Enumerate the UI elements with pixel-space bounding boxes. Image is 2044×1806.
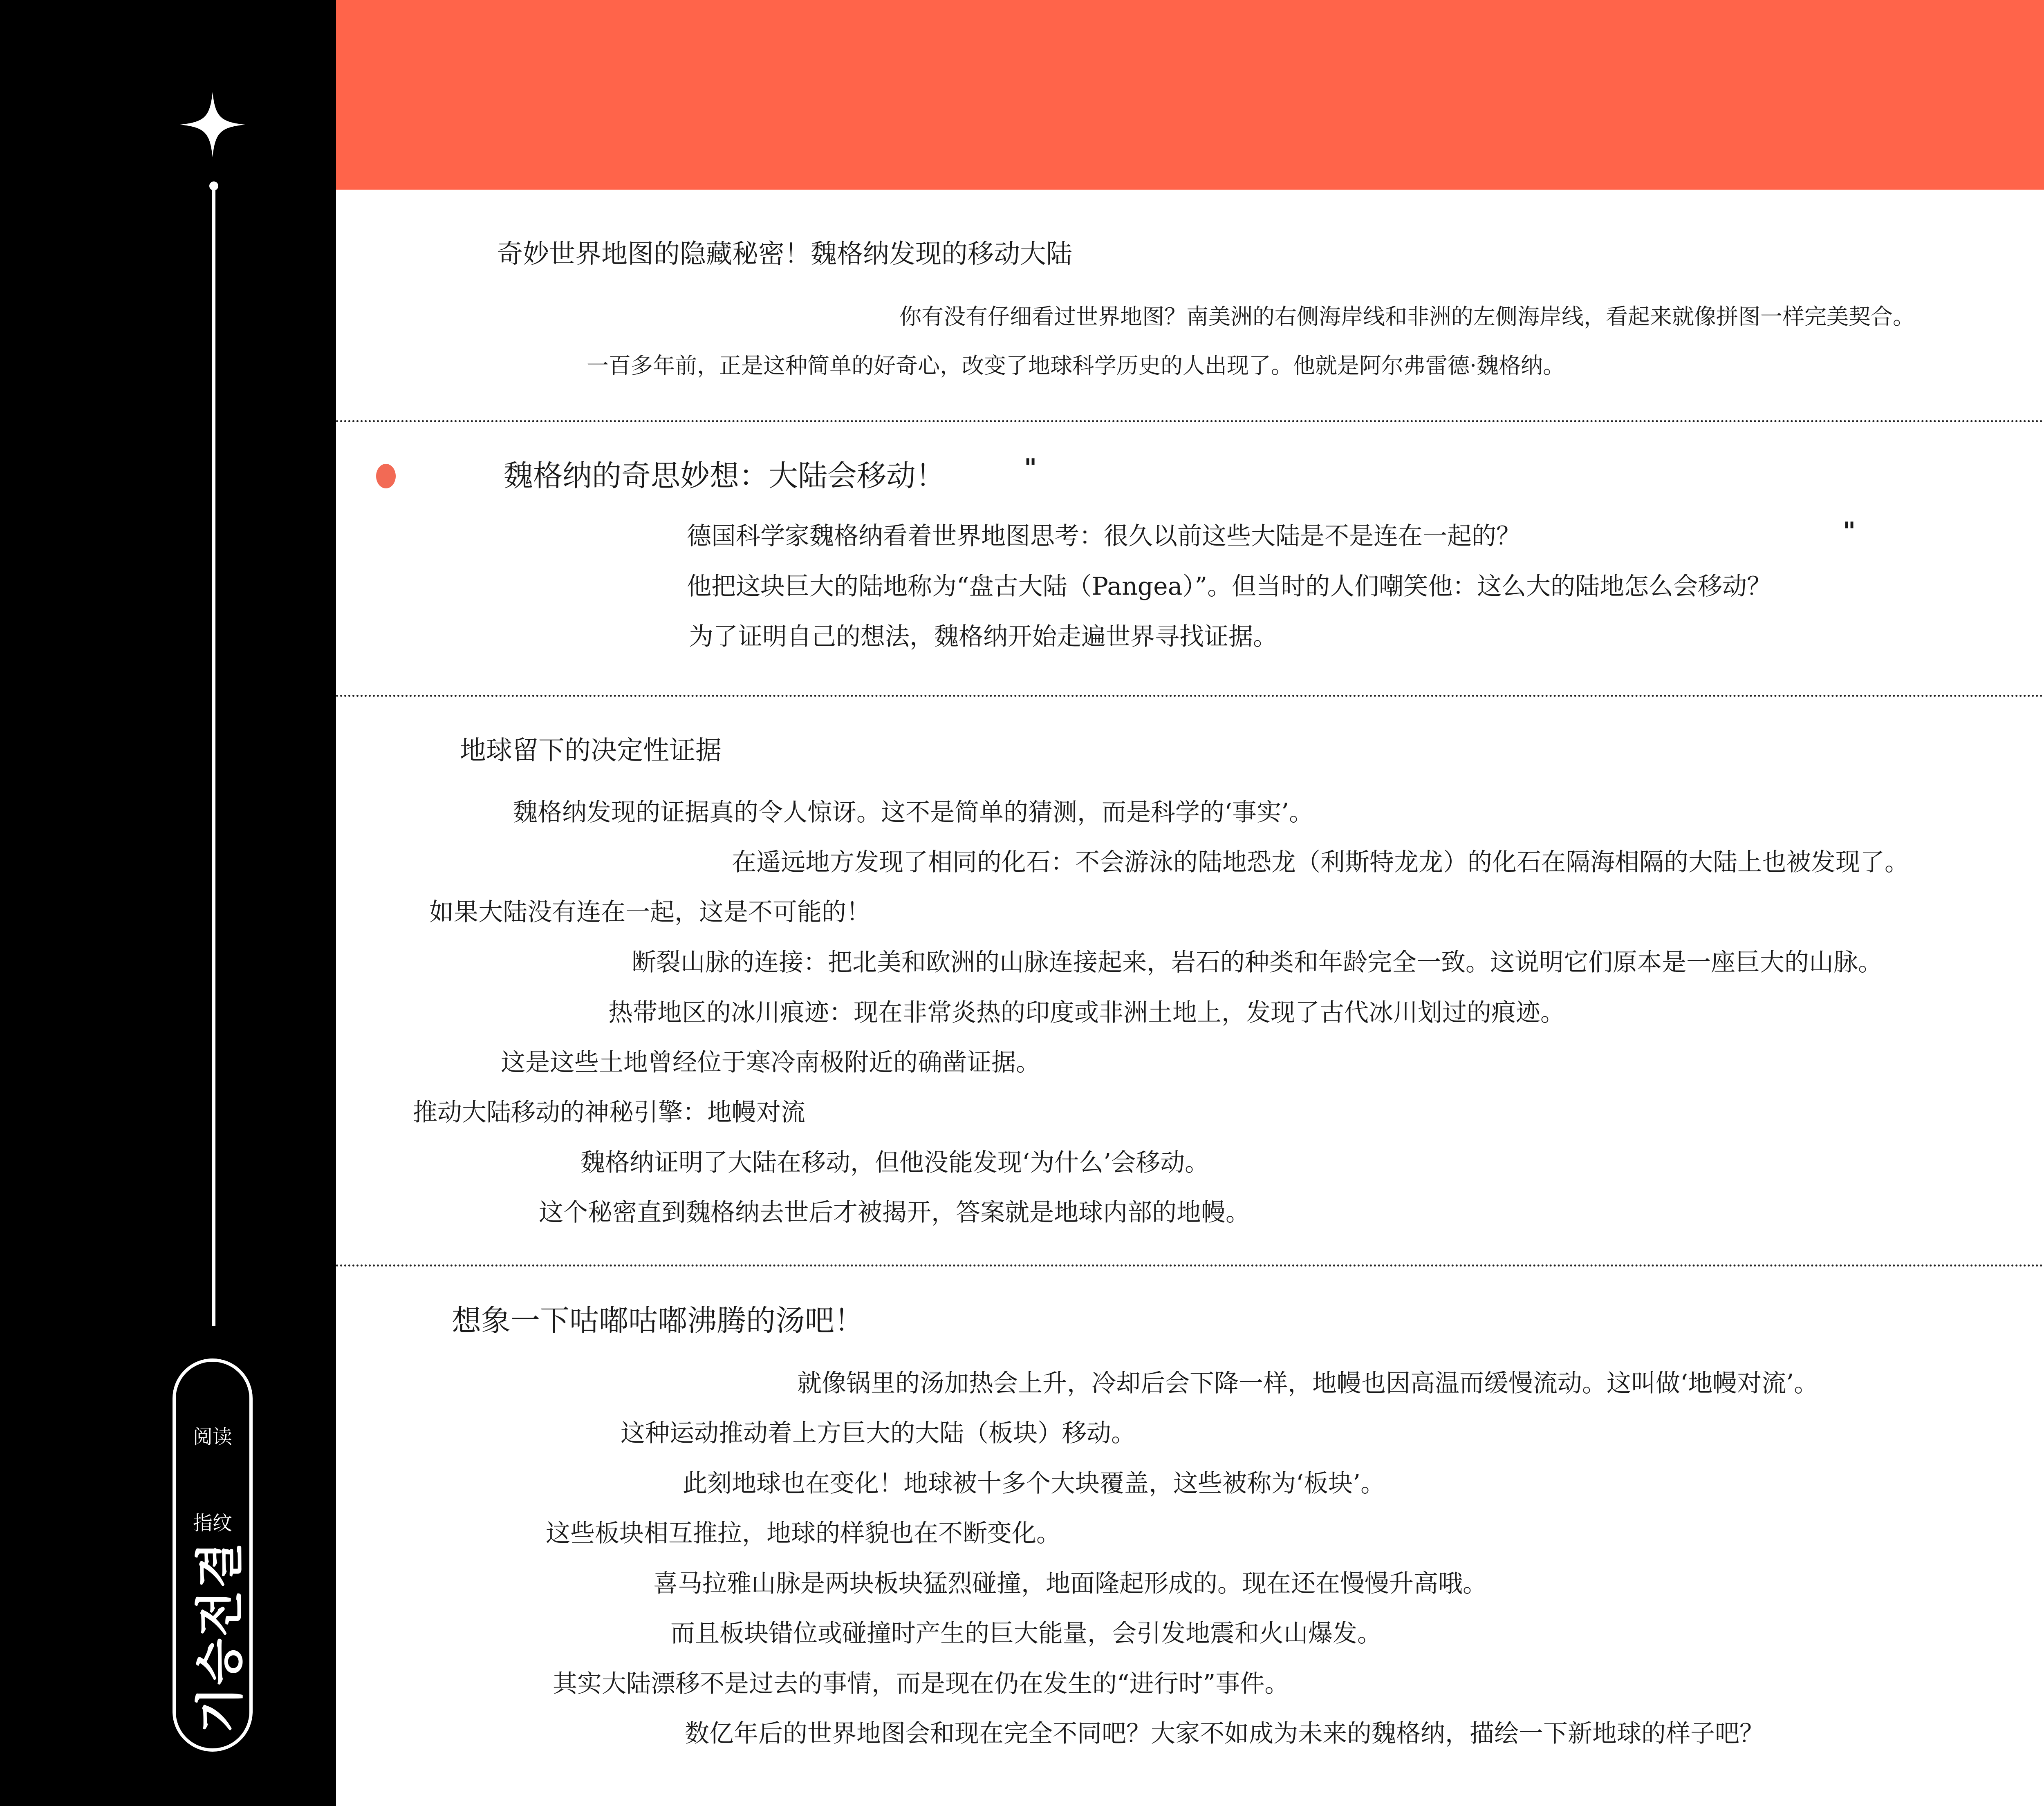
section-title: 想象一下咕嘟咕嘟沸腾的汤吧！ bbox=[452, 1303, 864, 1338]
sidebar-tab-fingerprint[interactable]: 指纹 bbox=[193, 1512, 232, 1535]
red-dot-icon bbox=[376, 464, 396, 488]
body-line: 热带地区的冰川痕迹：现在非常炎热的印度或非洲土地上，发现了古代冰川划过的痕迹。 bbox=[608, 998, 1565, 1027]
body-line: 魏格纳发现的证据真的令人惊讶。这不是简单的猜测，而是科学的‘事实’。 bbox=[513, 798, 1314, 827]
body-line: 断裂山脉的连接：把北美和欧洲的山脉连接起来，岩石的种类和年龄完全一致。这说明它们原本是一座巨大的山脉。 bbox=[632, 948, 1883, 977]
body-line: 你有没有仔细看过世界地图？南美洲的右侧海岸线和非洲的左侧海岸线，看起来就像拼图一样完美契合。 bbox=[899, 304, 1915, 329]
body-line: 为了证明自己的想法，魏格纳开始走遍世界寻找证据。 bbox=[689, 622, 1278, 651]
body-line: 在遥远地方发现了相同的化石：不会游泳的陆地恐龙（利斯特龙龙）的化石在隔海相隔的大陆上也被发现了。 bbox=[732, 848, 1909, 877]
body-line: 推动大陆移动的神秘引擎：地幔对流 bbox=[413, 1098, 805, 1127]
header-banner bbox=[336, 0, 2044, 190]
body-line: 这是这些土地曾经位于寒冷南极附近的确凿证据。 bbox=[501, 1048, 1040, 1077]
section-title: 地球留下的决定性证据 bbox=[460, 736, 722, 766]
body-line: 喜马拉雅山脉是两块板块猛烈碰撞，地面隆起形成的。现在还在慢慢升高哦。 bbox=[653, 1569, 1487, 1598]
body-line: 其实大陆漂移不是过去的事情，而是现在仍在发生的“进行时”事件。 bbox=[553, 1669, 1289, 1698]
body-line: 这些板块相互推拉，地球的样貌也在不断变化。 bbox=[546, 1519, 1061, 1548]
body-line: 一百多年前，正是这种简单的好奇心，改变了地球科学历史的人出现了。他就是阿尔弗雷德·魏格纳。 bbox=[587, 353, 1565, 378]
section-title: 奇妙世界地图的隐藏秘密！魏格纳发现的移动大陆 bbox=[497, 239, 1072, 269]
section-divider bbox=[336, 420, 2044, 422]
section-divider bbox=[336, 1264, 2044, 1267]
timeline-line bbox=[212, 186, 215, 1326]
sidebar-vertical-title: 기승전결 bbox=[192, 1540, 248, 1733]
body-line: 他把这块巨大的陆地称为“盘古大陆（Pangea）”。但当时的人们嘲笑他：这么大的陆地怎么会移动？ bbox=[687, 572, 1772, 601]
body-line: 而且板块错位或碰撞时产生的巨大能量，会引发地震和火山爆发。 bbox=[670, 1619, 1382, 1648]
body-line: 这种运动推动着上方巨大的大陆（板块）移动。 bbox=[621, 1419, 1136, 1448]
body-line: 就像锅里的汤加热会上升，冷却后会下降一样，地幔也因高温而缓慢流动。这叫做‘地幔对流’。 bbox=[797, 1369, 1819, 1398]
body-line: 魏格纳证明了大陆在移动，但他没能发现‘为什么’会移动。 bbox=[580, 1148, 1210, 1177]
section-divider bbox=[336, 695, 2044, 697]
body-line: 此刻地球也在变化！地球被十多个大块覆盖，这些被称为‘板块’。 bbox=[683, 1469, 1385, 1498]
body-line: 如果大陆没有连在一起，这是不可能的！ bbox=[429, 898, 871, 926]
sidebar bbox=[0, 0, 336, 1806]
body-line: 数亿年后的世界地图会和现在完全不同吧？大家不如成为未来的魏格纳，描绘一下新地球的样子吧？ bbox=[685, 1719, 1764, 1748]
section-title: 魏格纳的奇思妙想：大陆会移动！ bbox=[504, 459, 946, 493]
four-point-star-icon bbox=[180, 92, 245, 157]
quote-mark: " bbox=[1024, 454, 1037, 482]
body-line: 德国科学家魏格纳看着世界地图思考：很久以前这些大陆是不是连在一起的？ bbox=[687, 522, 1521, 551]
quote-mark: " bbox=[1843, 517, 1856, 546]
sidebar-tab-read[interactable]: 阅读 bbox=[193, 1426, 232, 1448]
body-line: 这个秘密直到魏格纳去世后才被揭开，答案就是地球内部的地幔。 bbox=[539, 1198, 1250, 1227]
